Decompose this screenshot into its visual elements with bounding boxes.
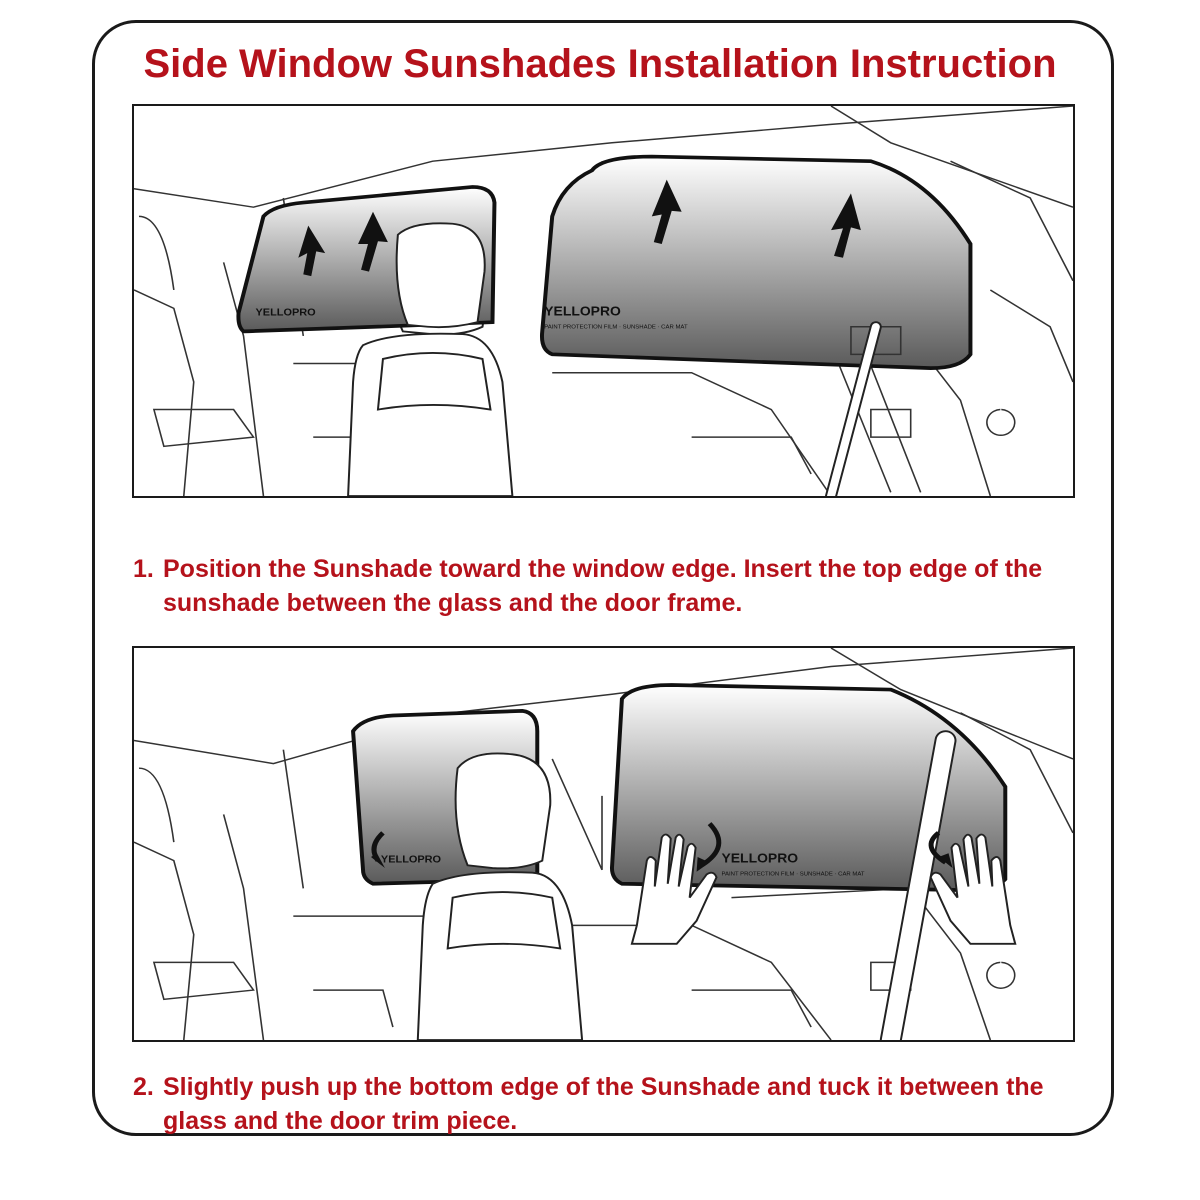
brand-logo: YELLOPRO	[255, 307, 316, 319]
front-sunshade	[542, 157, 970, 369]
step-1-illustration	[132, 104, 1075, 498]
step-1-number: 1.	[133, 555, 154, 583]
page-title: Side Window Sunshades Installation Instruction	[143, 42, 1057, 86]
car-interior-illustration-1	[134, 106, 1073, 496]
car-interior-illustration-2	[134, 648, 1073, 1040]
brand-tagline: PAINT PROTECTION FILM · SUNSHADE · CAR MAT	[544, 324, 688, 331]
step-2-number: 2.	[133, 1073, 154, 1101]
brand-logo: YELLOPRO	[380, 853, 442, 866]
step-1-text: Position the Sunshade toward the window edge. Insert the top edge of the sunshade between the glass and the door frame.	[163, 555, 1043, 617]
step-2-text: Slightly push up the bottom edge of the Sunshade and tuck it between the glass and the door trim piece.	[163, 1073, 1044, 1135]
brand-logo: YELLOPRO	[544, 304, 621, 319]
brand-tagline: PAINT PROTECTION FILM · SUNSHADE · CAR MAT	[721, 871, 865, 878]
brand-logo: YELLOPRO	[721, 850, 799, 866]
step-2-illustration	[132, 646, 1075, 1042]
